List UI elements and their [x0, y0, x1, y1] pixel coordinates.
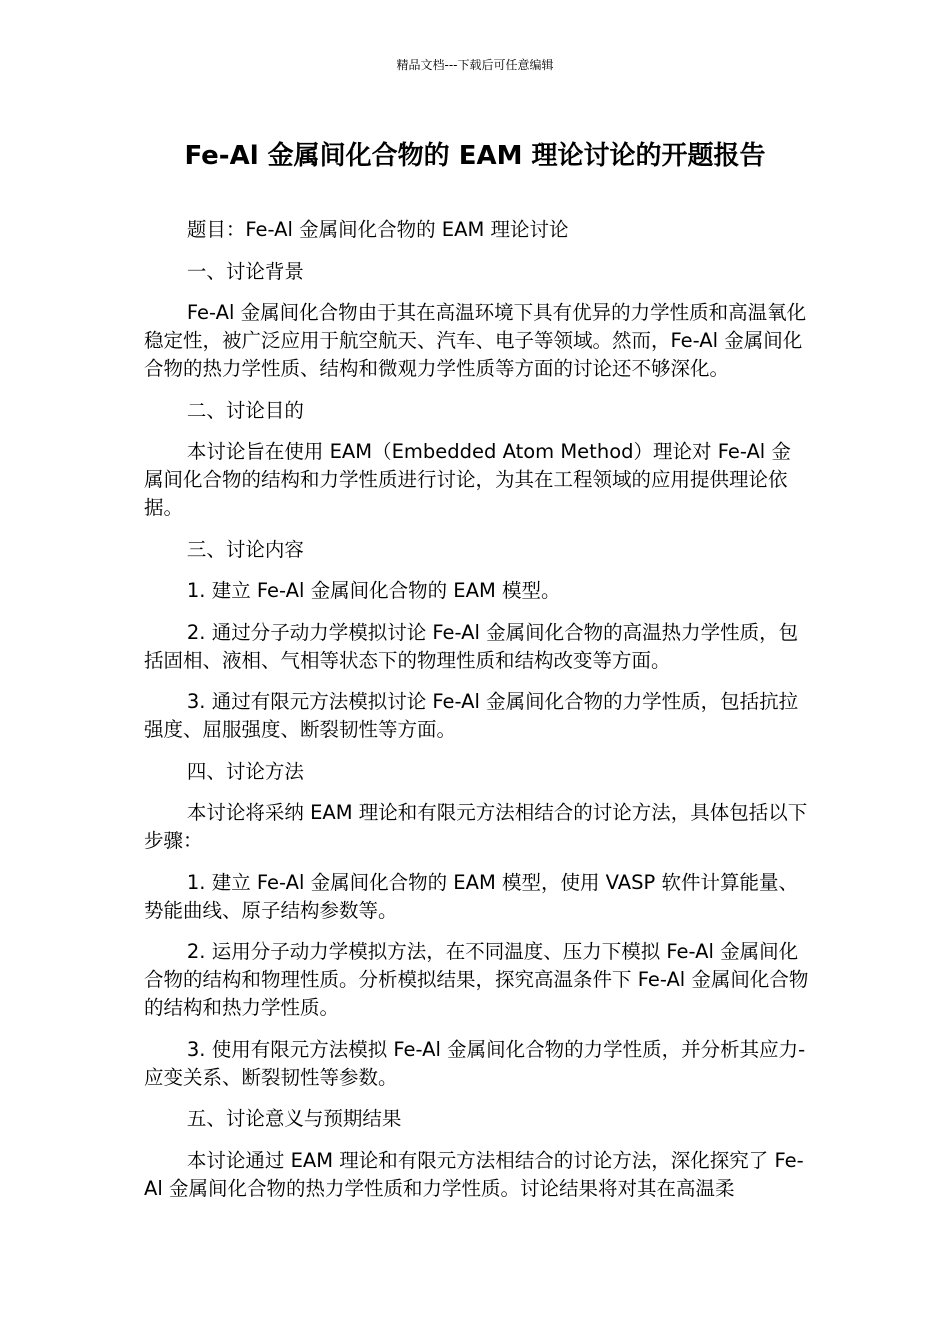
section-heading-purpose: 二、讨论目的 [186, 398, 304, 422]
content-item-1: 1. 建立 Fe-Al 金属间化合物的 EAM 模型。 [186, 579, 561, 602]
paragraph-purpose: 本讨论旨在使用 EAM（Embedded Atom Method）理论对 Fe-Al 金属间化合物的结构和力学性质进行讨论，为其在工程领域的应用提供理论依据。 [144, 440, 791, 519]
paragraph-significance: 本讨论通过 EAM 理论和有限元方法相结合的讨论方法，深化探究了 Fe-Al 金属间化合物的热力学性质和力学性质。讨论结果将对其在高温柔 [144, 1148, 804, 1200]
content-item-2: 2. 通过分子动力学模拟讨论 Fe-Al 金属间化合物的高温热力学性质，包括固相、液相、气相等状态下的物理性质和结构改变等方面。 [144, 620, 799, 672]
method-step-2: 2. 运用分子动力学模拟方法，在不同温度、压力下模拟 Fe-Al 金属间化合物的结构和物理性质。分析模拟结果，探究高温条件下 Fe-Al 金属间化合物的结构和热力学性质。 [144, 940, 809, 1019]
paragraph-method-intro: 本讨论将采纳 EAM 理论和有限元方法相结合的讨论方法，具体包括以下步骤： [144, 801, 808, 852]
document-body [144, 216, 810, 1216]
section-heading-significance: 五、讨论意义与预期结果 [186, 1107, 402, 1130]
method-step-3: 3. 使用有限元方法模拟 Fe-Al 金属间化合物的力学性质，并分析其应力-应变关系、断裂韧性等参数。 [144, 1037, 806, 1089]
paragraph-topic: 题目：Fe-Al 金属间化合物的 EAM 理论讨论 [186, 218, 569, 241]
content-item-3: 3. 通过有限元方法模拟讨论 Fe-Al 金属间化合物的力学性质，包括抗拉强度、屈服强度、断裂韧性等方面。 [144, 690, 799, 741]
page-header-note: 精品文档---下载后可任意编辑 [396, 58, 554, 72]
document-title: Fe-Al 金属间化合物的 EAM 理论讨论的开题报告 [184, 141, 766, 171]
section-heading-background: 一、讨论背景 [186, 259, 304, 283]
section-heading-method: 四、讨论方法 [186, 759, 304, 783]
paragraph-background: Fe-Al 金属间化合物由于其在高温环境下具有优异的力学性质和高温氧化稳定性，被广泛应用于航空航天、汽车、电子等领域。然而，Fe-Al 金属间化合物的热力学性质、结构和微观力学性质等方面的讨论还不够深化。 [144, 301, 807, 380]
section-heading-content: 三、讨论内容 [186, 537, 304, 561]
method-step-1: 1. 建立 Fe-Al 金属间化合物的 EAM 模型，使用 VASP 软件计算能量、势能曲线、原子结构参数等。 [144, 870, 798, 922]
